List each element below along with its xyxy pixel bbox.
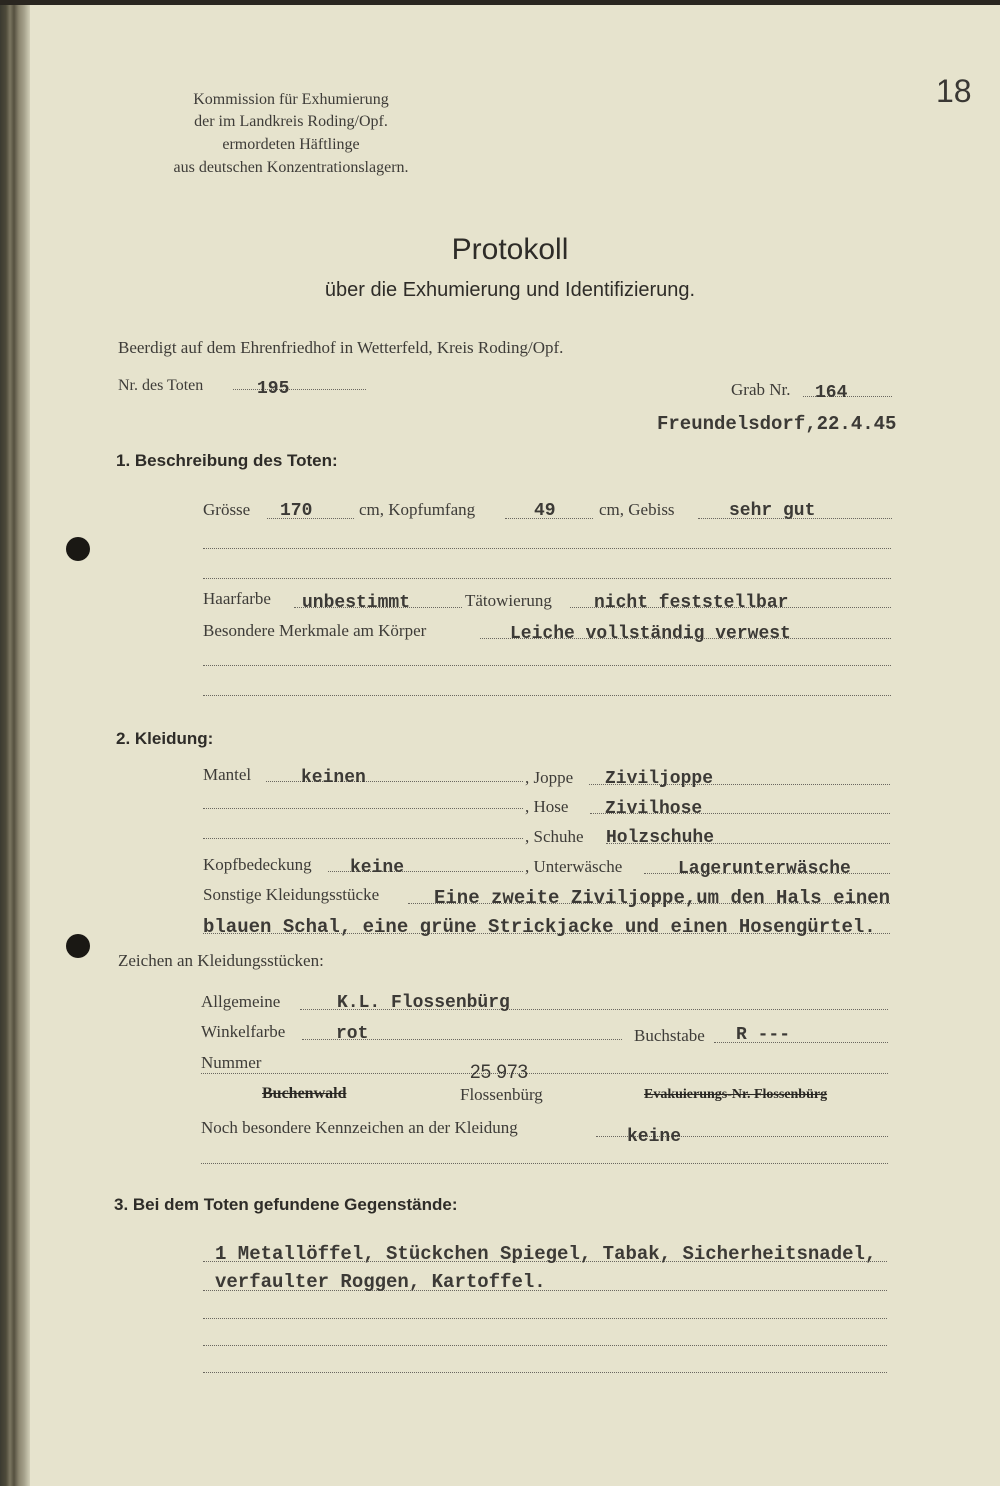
allgemeine-label: Allgemeine: [201, 992, 281, 1011]
merkmale-label: Besondere Merkmale am Körper: [203, 621, 427, 640]
punch-hole: [66, 537, 90, 561]
haarfarbe-label: Haarfarbe: [203, 589, 271, 608]
place-date: Freundelsdorf,22.4.45: [657, 413, 897, 435]
kopfbedeckung-label: Kopfbedeckung: [203, 855, 312, 874]
grab-nr-value: 164: [815, 383, 848, 403]
hose-value: Zivilhose: [605, 799, 703, 819]
nr-toten-label: Nr. des Toten: [118, 377, 204, 394]
blank-line: [203, 578, 891, 579]
gegenstaende-line1: 1 Metallöffel, Stückchen Spiegel, Tabak, Sicherheitsnadel,: [215, 1243, 877, 1265]
haarfarbe-value: unbestimmt: [302, 593, 411, 613]
joppe-value: Ziviljoppe: [605, 769, 714, 789]
hose-label: , Hose: [525, 797, 569, 816]
section1-heading: 1. Beschreibung des Toten:: [116, 451, 338, 470]
blank-line: [203, 1372, 887, 1373]
blank-line: [203, 1345, 887, 1346]
header-line-1: Kommission für Exhumierung: [193, 91, 389, 108]
merkmale-value: Leiche vollständig verwest: [510, 624, 791, 644]
section3-heading: 3. Bei dem Toten gefundene Gegenstände:: [114, 1195, 458, 1214]
joppe-label: , Joppe: [525, 768, 574, 787]
noch-label: Noch besondere Kennzeichen an der Kleidung: [201, 1118, 518, 1137]
col-flossenbuerg: Flossenbürg: [460, 1085, 543, 1104]
kopfumfang-label: cm, Kopfumfang: [359, 500, 476, 519]
noch-value: keine: [627, 1127, 682, 1147]
nummer-value: 25 973: [470, 1062, 529, 1083]
document-title: Protokoll: [451, 233, 569, 266]
buchstabe-value: R ---: [736, 1025, 791, 1045]
page-number: 18: [936, 73, 972, 109]
mantel-label: Mantel: [203, 765, 252, 784]
col-evakuierung: Evakuierungs-Nr. Flossenbürg: [644, 1087, 828, 1102]
form-page: [30, 5, 1000, 1486]
gebiss-value: sehr gut: [729, 501, 816, 521]
header-line-3: ermordeten Häftlinge: [222, 136, 360, 153]
allgemeine-value: K.L. Flossenbürg: [337, 993, 510, 1013]
schuhe-value: Holzschuhe: [606, 828, 715, 848]
kopfbedeckung-value: keine: [350, 858, 405, 878]
sonstige-label: Sonstige Kleidungsstücke: [203, 885, 380, 904]
winkelfarbe-label: Winkelfarbe: [201, 1022, 286, 1041]
burial-line: Beerdigt auf dem Ehrenfriedhof in Wetterfeld, Kreis Roding/Opf.: [118, 338, 564, 357]
gegenstaende-line2: verfaulter Roggen, Kartoffel.: [215, 1271, 546, 1293]
document-subtitle: über die Exhumierung und Identifizierung.: [324, 279, 696, 301]
nummer-label: Nummer: [201, 1053, 262, 1072]
unterwaesche-value: Lagerunterwäsche: [678, 859, 851, 879]
blank-line: [203, 548, 891, 549]
sonstige-value-line1: Eine zweite Ziviljoppe,um den Hals einen: [434, 887, 891, 909]
zeichen-heading: Zeichen an Kleidungsstücken:: [118, 951, 324, 970]
sonstige-value-line2: blauen Schal, eine grüne Strickjacke und einen Hosengürtel.: [203, 916, 876, 938]
mantel-value: keinen: [301, 768, 366, 788]
groesse-label: Grösse: [203, 500, 251, 519]
buchstabe-label: Buchstabe: [634, 1026, 705, 1045]
gebiss-label: cm, Gebiss: [599, 500, 675, 519]
kopfumfang-value: 49: [534, 501, 556, 521]
blank-line: [203, 695, 891, 696]
unterwaesche-label: , Unterwäsche: [525, 857, 623, 876]
grab-nr-label: Grab Nr.: [731, 380, 791, 399]
blank-line: [203, 1318, 887, 1319]
header-line-2: der im Landkreis Roding/Opf.: [194, 113, 388, 130]
taetowierung-label: Tätowierung: [465, 591, 552, 610]
section2-heading: 2. Kleidung:: [116, 729, 214, 748]
blank-line: [203, 665, 891, 666]
col-buchenwald: Buchenwald: [262, 1085, 347, 1102]
header-line-4: aus deutschen Konzentrationslagern.: [173, 159, 409, 176]
winkelfarbe-value: rot: [336, 1024, 369, 1044]
blank-line: [201, 1163, 888, 1164]
punch-hole: [66, 934, 90, 958]
schuhe-label: , Schuhe: [525, 827, 584, 846]
groesse-value: 170: [280, 501, 313, 521]
nr-toten-value: 195: [257, 379, 290, 399]
taetowierung-value: nicht feststellbar: [594, 593, 789, 613]
